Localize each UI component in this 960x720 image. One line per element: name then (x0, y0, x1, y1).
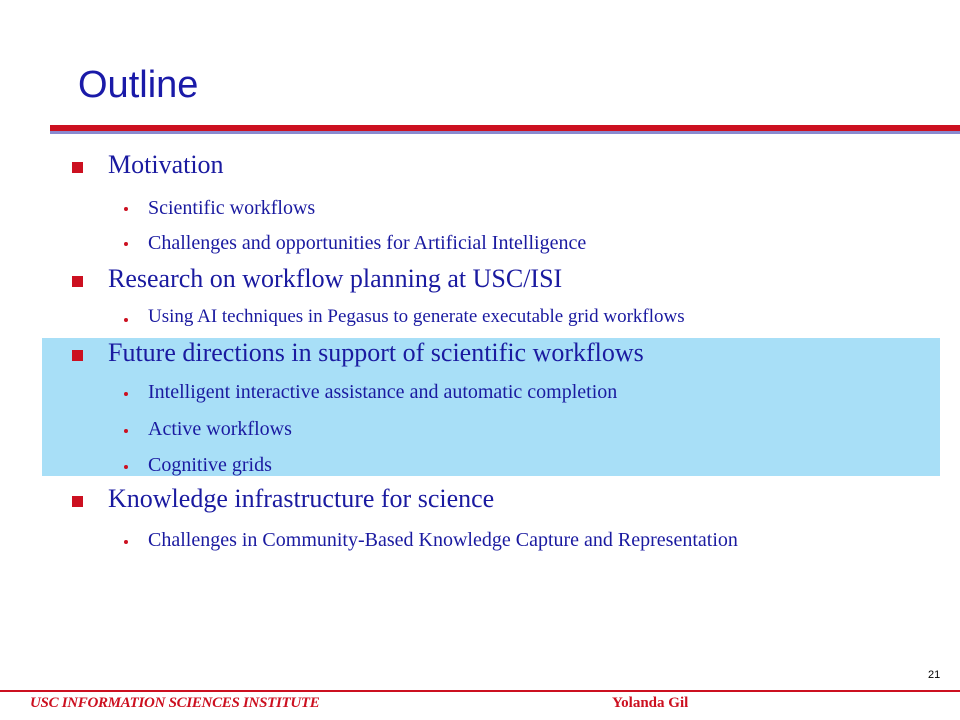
slide-title: Outline (78, 64, 199, 106)
item-bullet (124, 242, 128, 246)
section-bullet (72, 350, 83, 361)
item-bullet (124, 429, 128, 433)
section-heading: Motivation (108, 150, 224, 179)
list-item: Intelligent interactive assistance and automatic completion (148, 381, 618, 403)
section-bullet (72, 496, 83, 507)
item-bullet (124, 318, 128, 322)
page-number: 21 (928, 669, 941, 681)
section-heading: Research on workflow planning at USC/ISI (108, 264, 563, 293)
section-heading: Knowledge infrastructure for science (108, 484, 495, 513)
section-bullet (72, 162, 83, 173)
list-item: Scientific workflows (148, 197, 316, 219)
list-item: Challenges in Community-Based Knowledge Capture and Representation (148, 529, 738, 551)
list-item: Cognitive grids (148, 454, 272, 476)
list-item: Active workflows (148, 418, 292, 440)
section-heading: Future directions in support of scientific workflows (108, 338, 644, 367)
list-item: Using AI techniques in Pegasus to generate executable grid workflows (148, 306, 685, 327)
footer-institute: USC INFORMATION SCIENCES INSTITUTE (30, 695, 320, 711)
item-bullet (124, 207, 128, 211)
list-item: Challenges and opportunities for Artificial Intelligence (148, 232, 587, 254)
footer-divider (0, 690, 960, 692)
item-bullet (124, 392, 128, 396)
item-bullet (124, 540, 128, 544)
section-bullet (72, 276, 83, 287)
item-bullet (124, 465, 128, 469)
title-divider-shadow (50, 131, 960, 134)
footer-author: Yolanda Gil (612, 695, 689, 711)
